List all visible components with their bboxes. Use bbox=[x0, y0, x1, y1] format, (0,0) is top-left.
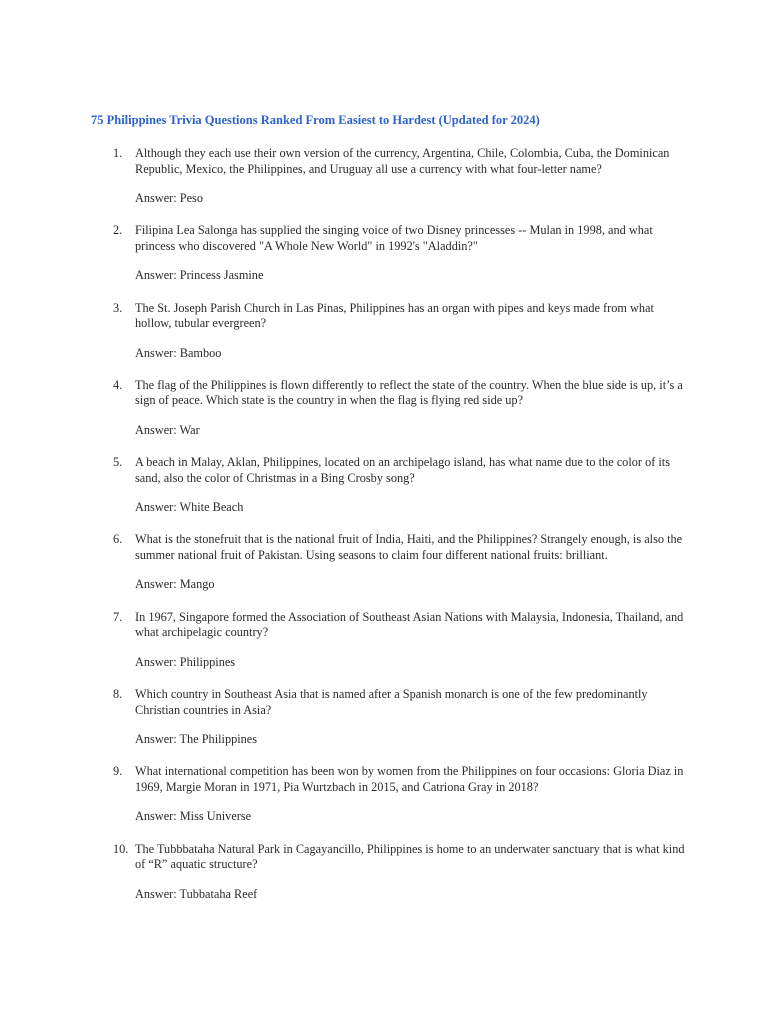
question-text: The flag of the Philippines is flown differently to reflect the state of the country. When the blue side is up, it’s a sign of peace. Which state is the country in when the flag is flying red side up? bbox=[135, 377, 683, 408]
question-text: What is the stonefruit that is the national fruit of India, Haiti, and the Philippines? Strangely enough, is also the summer national fruit of Pakistan. Using seasons to claim four different national fruits: brilliant. bbox=[135, 532, 683, 562]
question-answer: Answer: Mango bbox=[135, 577, 215, 592]
question-number: 8. bbox=[113, 687, 123, 702]
question-answer: Answer: Peso bbox=[135, 191, 203, 205]
question-text: The Tubbbataha Natural Park in Cagayancillo, Philippines is home to an underwater sanctuary that is what kind of “R” aquatic structure? bbox=[135, 841, 685, 872]
question-item bbox=[0, 532, 768, 609]
question-text: Filipina Lea Salonga has supplied the singing voice of two Disney princesses -- Mulan in 1998, and what princess who discovered "A Whole New World" in 1992's "Aladdin?" bbox=[135, 223, 653, 253]
question-list bbox=[0, 146, 768, 919]
question-answer: Answer: Bamboo bbox=[135, 345, 222, 360]
question-text: The St. Joseph Parish Church in Las Pinas, Philippines has an organ with pipes and keys made from what hollow, tubular evergreen? bbox=[135, 300, 654, 331]
question-answer: Answer: War bbox=[135, 422, 200, 437]
document-title: 75 Philippines Trivia Questions Ranked From Easiest to Hardest (Updated for 2024) bbox=[91, 113, 540, 127]
question-text: What international competition has been won by women from the Philippines on four occasions: Gloria Diaz in 1969, Margie Moran in 1971, Pia Wurtzbach in 2015, and Catriona Gray in 2018? bbox=[135, 764, 684, 794]
question-number: 9. bbox=[113, 764, 123, 779]
question-number: 4. bbox=[113, 377, 123, 392]
question-item bbox=[0, 378, 768, 455]
question-number: 1. bbox=[113, 146, 123, 160]
question-text: Which country in Southeast Asia that is named after a Spanish monarch is one of the few predominantly Christian countries in Asia? bbox=[135, 687, 648, 717]
question-answer: Answer: Tubbataha Reef bbox=[135, 886, 258, 901]
question-number: 10. bbox=[113, 841, 129, 856]
question-item bbox=[0, 146, 768, 223]
question-number: 2. bbox=[113, 223, 123, 238]
question-item bbox=[0, 301, 768, 378]
question-item bbox=[0, 764, 768, 841]
question-item bbox=[0, 610, 768, 687]
question-number: 5. bbox=[113, 455, 123, 470]
question-number: 3. bbox=[113, 300, 123, 315]
question-answer: Answer: Princess Jasmine bbox=[135, 268, 264, 283]
question-answer: Answer: Philippines bbox=[135, 654, 236, 669]
question-answer: Answer: Miss Universe bbox=[135, 809, 252, 824]
question-number: 6. bbox=[113, 532, 123, 547]
question-text: Although they each use their own version of the currency, Argentina, Chile, Colombia, Cuba, the Dominican Republic, Mexico, the Philippines, and Uruguay all use a currency with what four-letter name? bbox=[135, 146, 670, 176]
question-number: 7. bbox=[113, 609, 123, 624]
question-answer: Answer: White Beach bbox=[135, 500, 244, 515]
question-item bbox=[0, 455, 768, 532]
question-item bbox=[0, 223, 768, 300]
question-item bbox=[0, 842, 768, 919]
question-item bbox=[0, 687, 768, 764]
question-text: In 1967, Singapore formed the Association of Southeast Asian Nations with Malaysia, Indonesia, Thailand, and what archipelagic country? bbox=[135, 609, 684, 640]
question-answer: Answer: The Philippines bbox=[135, 732, 258, 747]
question-text: A beach in Malay, Aklan, Philippines, located on an archipelago island, has what name due to the color of its sand, also the color of Christmas in a Bing Crosby song? bbox=[135, 455, 671, 485]
